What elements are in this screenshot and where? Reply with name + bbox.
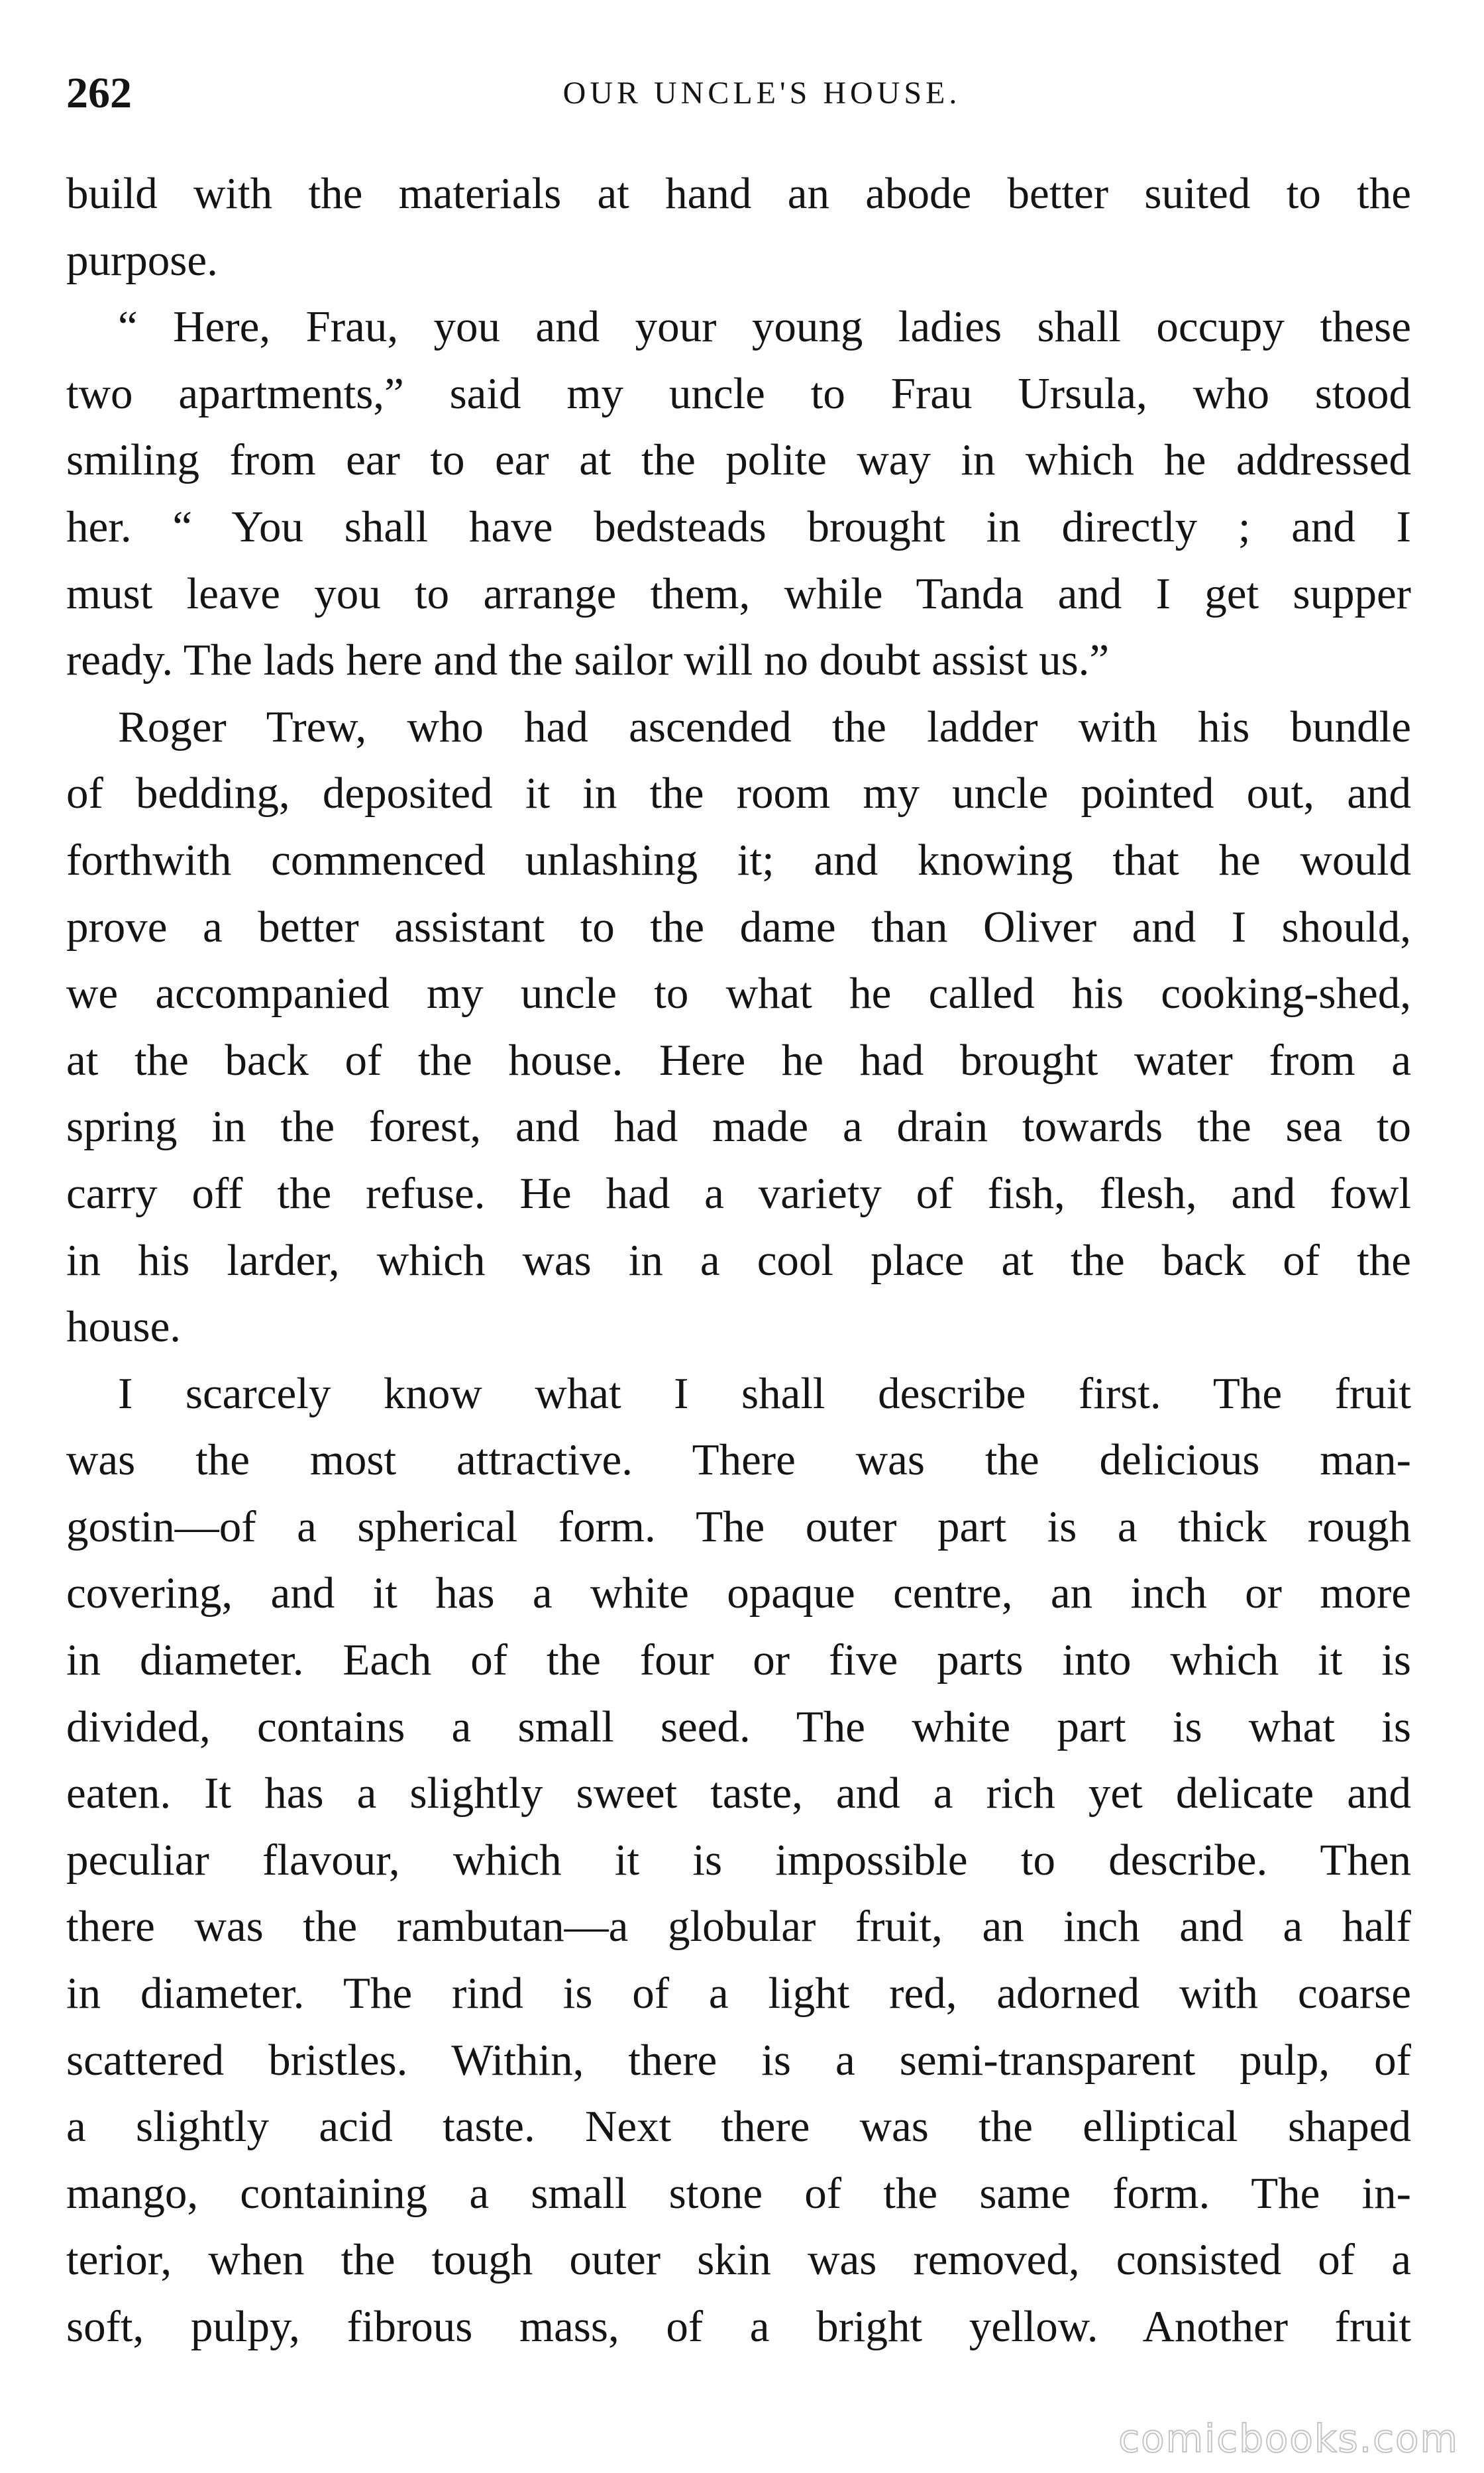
body-text	[66, 160, 1411, 2360]
page-number: 262	[66, 69, 132, 117]
text-line: house.	[66, 1302, 182, 1352]
text-line: ready. The lads here and the sailor will no doubt assist us.”	[66, 635, 1110, 685]
text-line: terior, when the tough outer skin was removed, consisted of a	[66, 2235, 1411, 2285]
text-line: must leave you to arrange them, while Tanda and I get supper	[66, 569, 1411, 618]
text-line: build with the materials at hand an abode better suited to the	[66, 169, 1411, 218]
text-line: forthwith commenced unlashing it; and knowing that he would	[66, 835, 1411, 885]
text-line: carry off the refuse. He had a variety of fish, flesh, and fowl	[66, 1168, 1411, 1218]
text-line: of bedding, deposited it in the room my uncle pointed out, and	[66, 769, 1411, 818]
text-line: peculiar flavour, which it is impossible to describe. Then	[66, 1835, 1411, 1885]
text-line: prove a better assistant to the dame than Oliver and I should,	[66, 902, 1411, 952]
text-line: gostin—of a spherical form. The outer part is a thick rough	[66, 1502, 1411, 1551]
text-line: scattered bristles. Within, there is a semi-transparent pulp, of	[66, 2035, 1411, 2085]
text-line: purpose.	[66, 235, 218, 285]
text-line: a slightly acid taste. Next there was the elliptical shaped	[66, 2102, 1411, 2152]
text-line: spring in the forest, and had made a drain towards the sea to	[66, 1102, 1411, 1152]
text-line: soft, pulpy, fibrous mass, of a bright yellow. Another fruit	[66, 2302, 1411, 2351]
text-line: in his larder, which was in a cool place at the back of the	[66, 1235, 1411, 1285]
text-line: covering, and it has a white opaque centre, an inch or more	[66, 1568, 1411, 1618]
page-header	[66, 64, 1418, 123]
text-line: at the back of the house. Here he had brought water from a	[66, 1035, 1411, 1085]
text-line: was the most attractive. There was the delicious man-	[66, 1435, 1411, 1485]
text-line: her. “ You shall have bedsteads brought in directly ; and I	[66, 502, 1411, 551]
text-line: in diameter. Each of the four or five parts into which it is	[66, 1635, 1411, 1685]
text-line: divided, contains a small seed. The white part is what is	[66, 1702, 1411, 1751]
text-line: in diameter. The rind is of a light red, adorned with coarse	[66, 1969, 1411, 2018]
text-line: smiling from ear to ear at the polite way in which he addressed	[66, 435, 1411, 485]
text-line: “ Here, Frau, you and your young ladies shall occupy these	[118, 302, 1411, 352]
watermark: comicbooks.com	[1118, 2416, 1459, 2461]
text-line: eaten. It has a slightly sweet taste, and a rich yet delicate and	[66, 1769, 1411, 1818]
text-line: Roger Trew, who had ascended the ladder with his bundle	[118, 702, 1411, 751]
text-line: I scarcely know what I shall describe first. The fruit	[118, 1368, 1411, 1418]
text-line: there was the rambutan—a globular fruit, an inch and a half	[66, 1902, 1411, 1951]
running-head: OUR UNCLE'S HOUSE.	[562, 76, 961, 111]
text-line: two apartments,” said my uncle to Frau Ursula, who stood	[66, 368, 1411, 418]
text-line: we accompanied my uncle to what he called his cooking-shed,	[66, 969, 1411, 1018]
text-line: mango, containing a small stone of the same form. The in-	[66, 2168, 1411, 2218]
